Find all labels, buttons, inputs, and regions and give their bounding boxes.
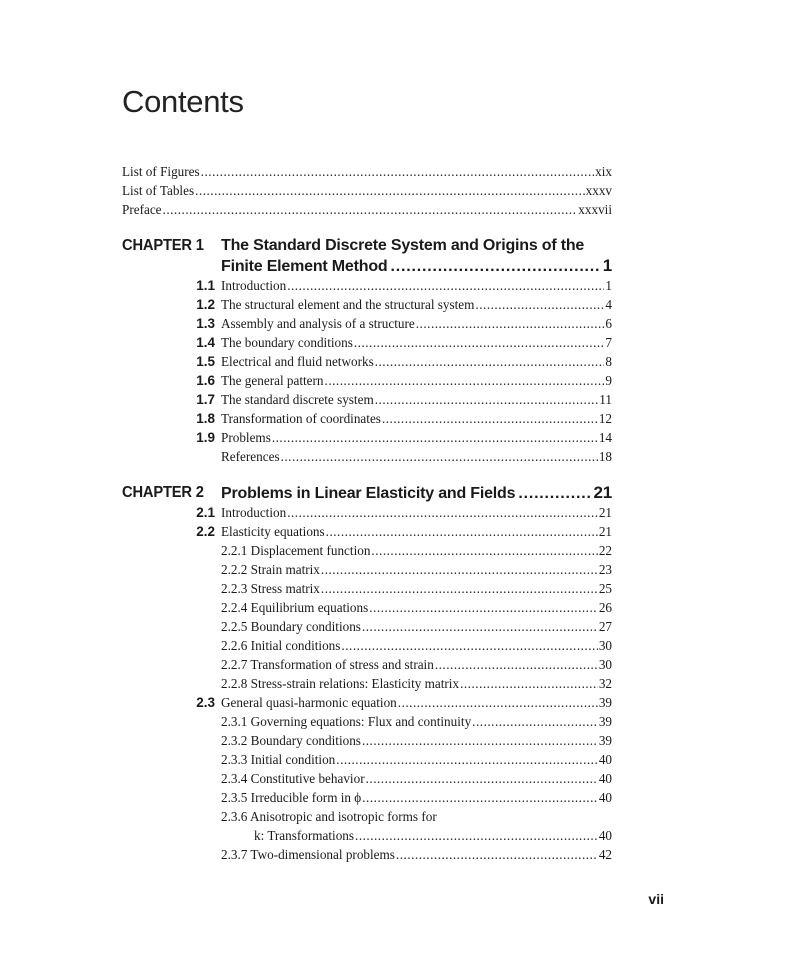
leader-dots xyxy=(321,580,598,598)
toc-entry[interactable] xyxy=(221,770,612,788)
toc-entry-page: 25 xyxy=(598,581,612,596)
leader-dots xyxy=(375,391,599,409)
toc-entry[interactable] xyxy=(221,656,612,674)
section-number: 1.5 xyxy=(196,354,215,369)
toc-entry-list-of-figures[interactable] xyxy=(122,163,612,181)
toc-entry-page: 7 xyxy=(605,335,612,350)
toc-entry-page: xxxv xyxy=(585,183,612,198)
toc-entry-page: 21 xyxy=(598,505,612,520)
toc-entry[interactable] xyxy=(221,334,612,352)
leader-dots xyxy=(281,448,598,466)
toc-entry-label: 2.3.4 Constitutive behavior xyxy=(221,771,365,786)
section-number: 1.6 xyxy=(196,373,215,388)
toc-entry-label: 2.3.7 Two-dimensional problems xyxy=(221,847,395,862)
toc-entry-label: Assembly and analysis of a structure xyxy=(221,316,415,331)
toc-entry-label: 2.3.3 Initial condition xyxy=(221,752,336,767)
toc-entry-label: Elasticity equations xyxy=(221,524,325,539)
section-number: 1.2 xyxy=(196,297,215,312)
toc-entry-label: Electrical and fluid networks xyxy=(221,354,374,369)
leader-dots xyxy=(325,372,605,390)
toc-entry-label: 2.3.6 Anisotropic and isotropic forms for xyxy=(221,809,437,824)
toc-entry-preface[interactable] xyxy=(122,201,612,219)
leader-dots xyxy=(390,256,599,277)
toc-entry-label: The boundary conditions xyxy=(221,335,353,350)
toc-entry-page: 40 xyxy=(598,790,612,805)
leader-dots xyxy=(201,163,594,181)
toc-entry-label: 2.2.2 Strain matrix xyxy=(221,562,320,577)
toc-entry[interactable] xyxy=(221,561,612,579)
toc-entry-page: 40 xyxy=(598,828,612,843)
toc-entry-page: 30 xyxy=(598,657,612,672)
section-number: 2.2 xyxy=(196,524,215,539)
leader-dots xyxy=(371,542,597,560)
toc-entry[interactable] xyxy=(221,580,612,598)
section-number: 1.4 xyxy=(196,335,215,350)
section-number: 1.9 xyxy=(196,430,215,445)
toc-entry[interactable] xyxy=(221,353,612,371)
page-title: Contents xyxy=(122,84,244,119)
section-number: 1.3 xyxy=(196,316,215,331)
toc-entry[interactable] xyxy=(221,315,612,333)
toc-entry-label: 2.2.6 Initial conditions xyxy=(221,638,341,653)
toc-entry[interactable] xyxy=(221,523,612,541)
toc-entry[interactable] xyxy=(221,732,612,750)
chapter-label: CHAPTER 1 xyxy=(122,237,204,254)
toc-entry-page: 42 xyxy=(598,847,612,862)
toc-entry-page: 22 xyxy=(598,543,612,558)
toc-entry-page: 32 xyxy=(598,676,612,691)
leader-dots xyxy=(195,182,585,200)
leader-dots xyxy=(396,846,598,864)
toc-entry-page: 9 xyxy=(605,373,612,388)
page-number: vii xyxy=(648,891,664,907)
toc-entry-page: 8 xyxy=(605,354,612,369)
toc-entry[interactable] xyxy=(221,751,612,769)
chapter-title-continuation: Finite Element Method xyxy=(221,258,388,275)
leader-dots xyxy=(362,732,598,750)
toc-entry[interactable] xyxy=(221,504,612,522)
chapter-title[interactable]: The Standard Discrete System and Origins of the xyxy=(221,237,585,254)
toc-entry[interactable] xyxy=(221,372,612,390)
section-number: 1.8 xyxy=(196,411,215,426)
chapter-page: 21 xyxy=(593,483,612,502)
chapter-page: 1 xyxy=(602,256,612,275)
toc-entry-label: 2.3.2 Boundary conditions xyxy=(221,733,361,748)
toc-entry-page: 27 xyxy=(598,619,612,634)
leader-dots xyxy=(362,618,598,636)
toc-entry-label: Problems xyxy=(221,430,271,445)
toc-entry-label: 2.2.4 Equilibrium equations xyxy=(221,600,369,615)
toc-entry[interactable] xyxy=(221,542,612,560)
toc-entry[interactable] xyxy=(221,296,612,314)
chapter-title-line[interactable] xyxy=(221,255,612,277)
toc-entry-page: 40 xyxy=(598,771,612,786)
toc-entry[interactable] xyxy=(221,391,612,409)
toc-entry[interactable] xyxy=(254,827,612,845)
toc-entry-label: Introduction xyxy=(221,278,287,293)
toc-entry[interactable] xyxy=(221,637,612,655)
leader-dots xyxy=(326,523,598,541)
toc-entry[interactable] xyxy=(221,429,612,447)
toc-entry[interactable] xyxy=(221,410,612,428)
leader-dots xyxy=(398,694,598,712)
toc-entry-page: xix xyxy=(595,164,612,179)
toc-entry-page: 14 xyxy=(598,430,612,445)
toc-entry-page: 1 xyxy=(605,278,612,293)
leader-dots xyxy=(272,429,598,447)
toc-entry-label: General quasi-harmonic equation xyxy=(221,695,397,710)
leader-dots xyxy=(369,599,598,617)
toc-entry-page: xxxvii xyxy=(578,202,612,217)
toc-entry-page: 6 xyxy=(605,316,612,331)
leader-dots xyxy=(355,827,598,845)
leader-dots xyxy=(336,751,598,769)
chapter-title: Problems in Linear Elasticity and Fields xyxy=(221,485,516,502)
toc-entry-label: References xyxy=(221,449,280,464)
toc-entry-page: 26 xyxy=(598,600,612,615)
leader-dots xyxy=(472,713,598,731)
toc-entry-page: 30 xyxy=(598,638,612,653)
section-number: 1.7 xyxy=(196,392,215,407)
chapter-title-line[interactable] xyxy=(221,482,612,504)
toc-entry-label: The standard discrete system xyxy=(221,392,374,407)
leader-dots xyxy=(475,296,604,314)
toc-entry[interactable] xyxy=(221,599,612,617)
toc-entry[interactable] xyxy=(221,277,612,295)
leader-dots xyxy=(362,789,598,807)
section-number: 2.1 xyxy=(196,505,215,520)
toc-entry-label: 2.2.5 Boundary conditions xyxy=(221,619,361,634)
toc-entry-page: 40 xyxy=(598,752,612,767)
toc-entry[interactable] xyxy=(221,618,612,636)
toc-entry-page: 11 xyxy=(599,392,612,407)
toc-entry-label-line[interactable] xyxy=(221,808,612,826)
toc-entry-page: 21 xyxy=(598,524,612,539)
section-number: 1.1 xyxy=(196,278,215,293)
leader-dots xyxy=(366,770,598,788)
leader-dots xyxy=(163,201,578,219)
section-number: 2.3 xyxy=(196,695,215,710)
leader-dots xyxy=(287,504,598,522)
chapter-label: CHAPTER 2 xyxy=(122,484,204,501)
leader-dots xyxy=(518,483,590,504)
toc-entry-page: 12 xyxy=(598,411,612,426)
leader-dots xyxy=(354,334,605,352)
toc-entry-label: 2.3.5 Irreducible form in ϕ xyxy=(221,790,362,805)
toc-entry-label: 2.2.8 Stress-strain relations: Elasticity matrix xyxy=(221,676,460,691)
toc-entry-page: 4 xyxy=(605,297,612,312)
toc-entry-label: 2.2.7 Transformation of stress and strain xyxy=(221,657,434,672)
toc-entry-label: 2.2.3 Stress matrix xyxy=(221,581,320,596)
toc-entry-label: Preface xyxy=(122,202,162,217)
toc-entry-label: Transformation of coordinates xyxy=(221,411,381,426)
toc-entry-list-of-tables[interactable] xyxy=(122,182,612,200)
leader-dots xyxy=(321,561,598,579)
toc-entry[interactable] xyxy=(221,789,612,807)
toc-entry-label: List of Tables xyxy=(122,183,195,198)
leader-dots xyxy=(435,656,598,674)
toc-entry-page: 23 xyxy=(598,562,612,577)
leader-dots xyxy=(382,410,598,428)
toc-entry[interactable] xyxy=(221,694,612,712)
toc-entry-label: 2.2.1 Displacement function xyxy=(221,543,371,558)
toc-entry-label: The structural element and the structural system xyxy=(221,297,475,312)
toc-entry-label: 2.3.1 Governing equations: Flux and continuity xyxy=(221,714,472,729)
toc-entry[interactable] xyxy=(221,713,612,731)
toc-entry-label: List of Figures xyxy=(122,164,200,179)
toc-entry[interactable] xyxy=(221,448,612,466)
toc-entry-page: 39 xyxy=(598,714,612,729)
toc-entry-page: 39 xyxy=(598,733,612,748)
toc-entry-label: The general pattern xyxy=(221,373,324,388)
toc-entry[interactable] xyxy=(221,675,612,693)
leader-dots xyxy=(460,675,598,693)
toc-entry[interactable] xyxy=(221,846,612,864)
toc-entry-label: Introduction xyxy=(221,505,287,520)
leader-dots xyxy=(416,315,605,333)
toc-entry-page: 18 xyxy=(598,449,612,464)
toc-entry-label-continuation: k: Transformations xyxy=(254,828,355,843)
toc-entry-page: 39 xyxy=(598,695,612,710)
leader-dots xyxy=(341,637,597,655)
leader-dots xyxy=(287,277,604,295)
leader-dots xyxy=(375,353,605,371)
